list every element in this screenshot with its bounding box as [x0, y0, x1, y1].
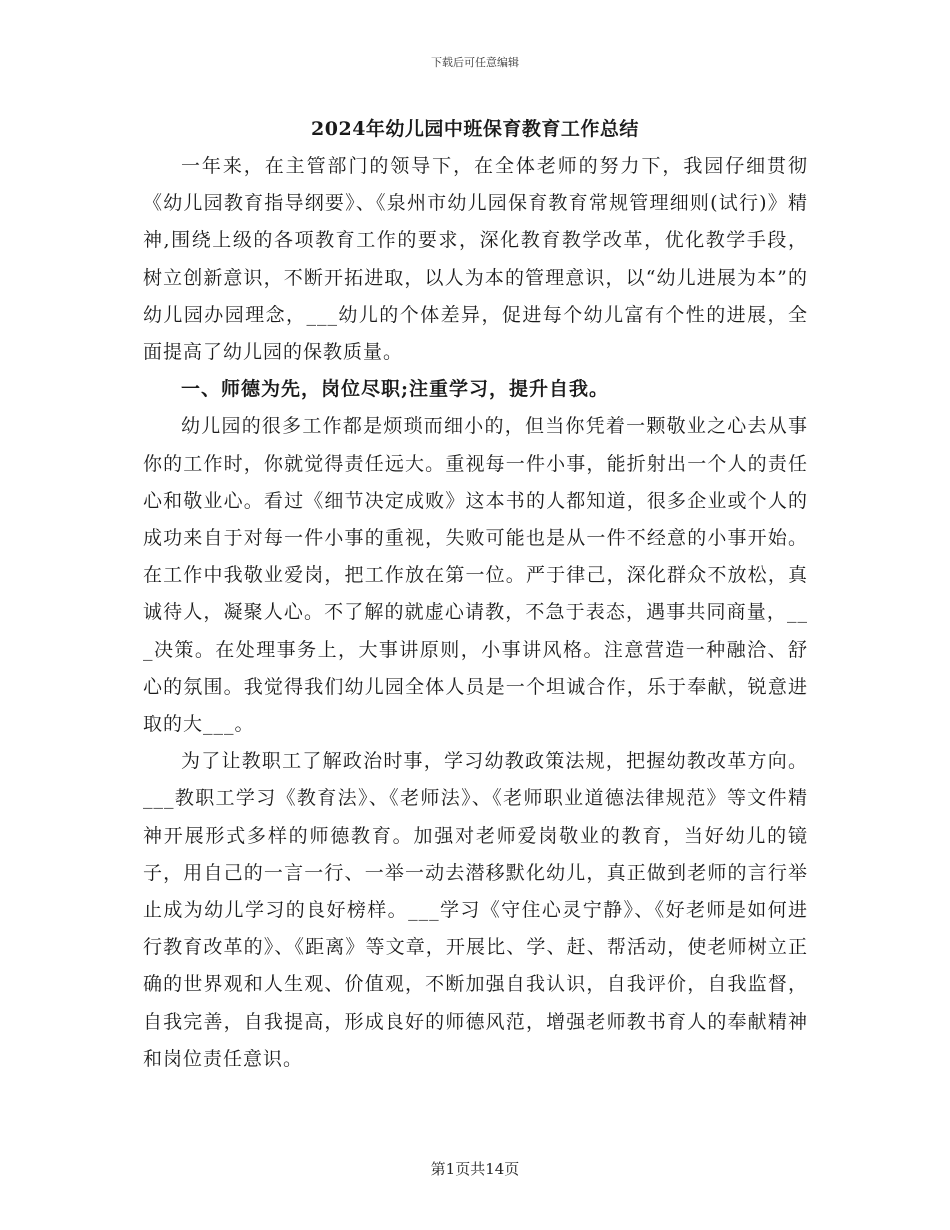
paragraph-intro: 一年来，在主管部门的领导下，在全体老师的努力下，我园仔细贯彻《幼儿园教育指导纲要》、《泉州市幼儿园保育教育常规管理细则(试行)》精神,围绕上级的各项教育工作的要求，深化教育教学改革，优化教学手段，树立创新意识，不断开拓进取，以人为本的管理意识，以“幼儿进展为本”的幼儿园办园理念，___幼儿的个体差异，促进每个幼儿富有个性的进展，全面提高了幼儿园的保教质量。	[143, 155, 808, 364]
paragraph-section-1-b: 为了让教职工了解政治时事，学习幼教政策法规，把握幼教改革方向。___教职工学习《教育法》、《老师法》、《老师职业道德法律规范》等文件精神开展形式多样的师德教育。加强对老师爱岗敬业的教育，当好幼儿的镜子，用自己的一言一行、一举一动去潜移默化幼儿，真正做到老师的言行举止成为幼儿学习的良好榜样。___学习《守住心灵宁静》、《好老师是如何进行教育改革的》、《距离》等文章，开展比、学、赶、帮活动，使老师树立正确的世界观和人生观、价值观，不断加强自我认识，自我评价，自我监督，自我完善，自我提高，形成良好的师德风范，增强老师教书育人的奉献精神和岗位责任意识。	[143, 750, 808, 1070]
paragraph-section-1-a: 幼儿园的很多工作都是烦琐而细小的，但当你凭着一颗敬业之心去从事你的工作时，你就觉得责任远大。重视每一件小事，能折射出一个人的责任心和敬业心。看过《细节决定成败》这本书的人都知道，很多企业或个人的成功来自于对每一件小事的重视，失败可能也是从一件不经意的小事开始。在工作中我敬业爱岗，把工作放在第一位。严于律己，深化群众不放松，真诚待人，凝聚人心。不了解的就虚心请教，不急于表态，遇事共同商量，___决策。在处理事务上，大事讲原则，小事讲风格。注意营造一种融洽、舒心的氛围。我觉得我们幼儿园全体人员是一个坦诚合作，乐于奉献，锐意进取的大___。	[143, 415, 808, 736]
section-heading-1: 一、师德为先，岗位尽职;注重学习，提升自我。	[181, 378, 610, 401]
page-number: 第1页共14页	[430, 1160, 520, 1178]
document-body	[143, 148, 808, 1078]
header-note: 下载后可任意编辑	[431, 56, 519, 69]
document-title: 2024年幼儿园中班保育教育工作总结	[311, 118, 639, 140]
